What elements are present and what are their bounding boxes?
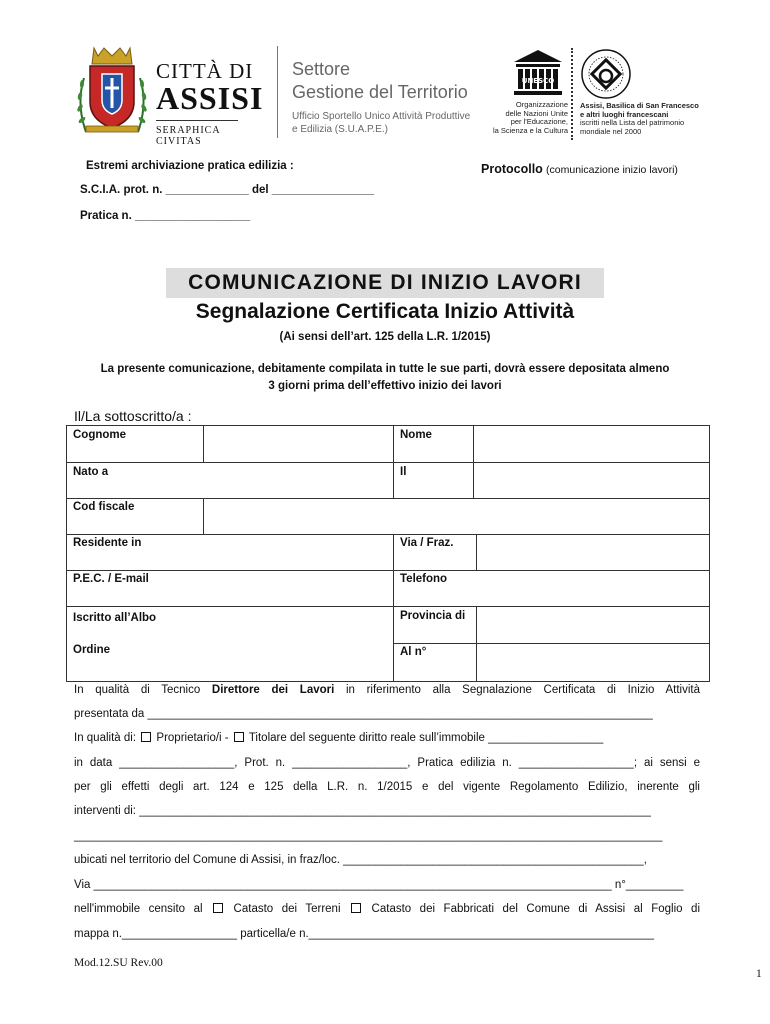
interventi-field[interactable]: interventi di: ________________________________________________________________________________ xyxy=(74,805,651,817)
titolare-checkbox[interactable] xyxy=(234,732,244,742)
effetti-line: per gli effetti degli art. 124 e 125 della L.R. n. 1/2015 e del vigente Regolamento Edilizio, inerente gli xyxy=(74,781,700,793)
header-divider xyxy=(277,46,278,138)
settore-title: Settore xyxy=(292,59,351,79)
protocollo-label xyxy=(481,162,678,176)
ubicazione-field[interactable]: ubicati nel territorio del Comune di Assisi, in fraz/loc. _______________________________________________, xyxy=(74,854,647,866)
cod-fiscale-input[interactable] xyxy=(207,500,705,532)
page-number: 1 xyxy=(756,968,762,980)
settore-subtitle: Gestione del Territorio xyxy=(292,82,468,102)
presentata-da-field[interactable]: presentata da _______________________________________________________________________________ xyxy=(74,708,653,720)
via-field[interactable]: Via _________________________________________________________________________________ n°_________ xyxy=(74,879,684,891)
document-title: COMUNICAZIONE DI INIZIO LAVORI xyxy=(166,268,604,298)
interventi-continuation-field[interactable]: ____________________________________________________________________________________________ xyxy=(74,830,663,842)
protocollo-bold: Protocollo xyxy=(481,162,543,176)
proprietario-checkbox[interactable] xyxy=(141,732,151,742)
city-name-block xyxy=(156,60,263,147)
city-name-small: CITTÀ DI xyxy=(156,59,254,83)
provincia-label: Provincia di xyxy=(400,610,466,622)
law-reference: (Ai sensi dell’art. 125 della L.R. 1/2015) xyxy=(279,331,491,343)
city-name-big: ASSISI xyxy=(156,80,264,116)
unesco-dotted-divider xyxy=(571,48,575,140)
ordine-label: Ordine xyxy=(73,644,111,656)
estremi-archiviazione: Estremi archiviazione pratica edilizia : xyxy=(86,160,294,172)
assisi-crest-logo xyxy=(76,44,148,140)
world-heritage-logo xyxy=(580,48,632,100)
unesco-line3: per l'Educazione, xyxy=(510,117,568,126)
pratica-field[interactable]: Pratica n. __________________ xyxy=(80,210,251,222)
unesco-line2: delle Nazioni Unite xyxy=(505,108,568,118)
form-code-footer: Mod.12.SU Rev.00 xyxy=(74,957,163,969)
unesco-caption xyxy=(486,101,568,135)
whc-line1: Assisi, Basilica di San Francesco xyxy=(580,101,699,110)
cognome-input[interactable] xyxy=(207,427,389,460)
intro-line2: 3 giorni prima dell’effettivo inizio dei lavori xyxy=(268,380,502,392)
mappa-particella-field[interactable]: mappa n.__________________ particella/e n.______________________________________________________ xyxy=(74,928,655,940)
protocollo-note: (comunicazione inizio lavori) xyxy=(546,164,678,176)
whc-line3: iscritti nella Lista del patrimonio xyxy=(580,118,685,127)
catasto-fabbricati-checkbox[interactable] xyxy=(351,903,361,913)
al-numero-label: Al n° xyxy=(400,646,427,658)
data-prot-line[interactable]: in data __________________, Prot. n. __________________, Pratica edilizia n. __________________; ai sensi e xyxy=(74,757,700,769)
settore-office-line1: Ufficio Sportello Unico Attività Produttive xyxy=(292,111,471,122)
pec-email-label: P.E.C. / E-mail xyxy=(73,573,149,585)
nome-input[interactable] xyxy=(477,427,705,460)
unesco-line4: la Scienza e la Cultura xyxy=(492,125,568,135)
settore-office-line2: e Edilizia (S.U.A.P.E.) xyxy=(292,124,388,135)
catasto-terreni-checkbox[interactable] xyxy=(213,903,223,913)
cod-fiscale-label: Cod fiscale xyxy=(73,501,135,513)
intro-line1: La presente comunicazione, debitamente compilata in tutte le sue parti, dovrà essere depositata almeno xyxy=(100,363,670,375)
sottoscritto-label: Il/La sottoscritto/a : xyxy=(74,408,192,424)
direttore-lavori: Direttore dei Lavori xyxy=(211,684,335,696)
iscritto-albo-label: Iscritto all’Albo xyxy=(73,612,157,624)
qualita-line: In qualità di: Proprietario/i - Titolare del seguente diritto reale sull’immobile __________________ xyxy=(74,732,604,744)
cognome-label: Cognome xyxy=(73,429,127,441)
il-label: Il xyxy=(400,466,407,478)
scia-field[interactable]: S.C.I.A. prot. n. _____________ del ________________ xyxy=(80,184,375,196)
document-subtitle: Segnalazione Certificata Inizio Attività xyxy=(195,300,575,323)
svg-text:UNESCO: UNESCO xyxy=(521,77,555,85)
whc-line2: e altri luoghi francescani xyxy=(580,109,669,119)
unesco-line1: Organizzazione xyxy=(515,100,568,109)
nome-label: Nome xyxy=(400,429,432,441)
intro-note xyxy=(70,361,700,395)
via-fraz-label: Via / Fraz. xyxy=(400,537,454,549)
nato-a-label: Nato a xyxy=(73,466,109,478)
settore-block xyxy=(292,58,470,136)
personal-data-table xyxy=(66,425,710,682)
qualita-tecnico-line: In qualità di Tecnico Direttore dei Lavori in riferimento alla Segnalazione Certificata di Inizio Attività xyxy=(74,684,700,696)
residente-in-label: Residente in xyxy=(73,537,142,549)
city-motto: SERAPHICA CIVITAS xyxy=(156,120,238,147)
world-heritage-caption xyxy=(580,102,710,136)
whc-line4: mondiale nel 2000 xyxy=(580,126,642,136)
catasto-line: nell'immobile censito al Catasto dei Terreni Catasto dei Fabbricati del Comune di Assisi al Foglio di xyxy=(74,903,700,915)
unesco-logo xyxy=(512,48,564,98)
telefono-label: Telefono xyxy=(400,573,448,585)
